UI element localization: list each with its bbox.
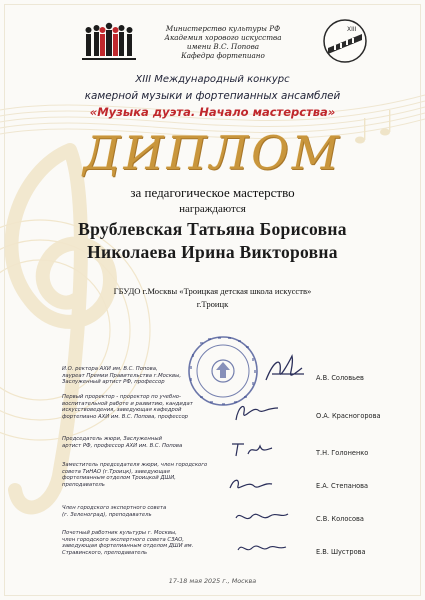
academy-named-line: имени В.С. Попова — [186, 42, 260, 51]
school-name: ГБУДО г.Москвы «Троицкая детская школа искусств» — [113, 286, 312, 296]
logo-roman-numeral: XIII — [347, 26, 357, 33]
recipient-name-1: Врублевская Татьяна Борисовна — [78, 219, 347, 239]
signature-1-icon — [262, 350, 307, 390]
competition-line-1: XIII Международный конкурс — [135, 74, 290, 85]
signatory-1-role: И.О. ректора АХИ им. В.С. Попова, лауреат Премии Правительства г.Москвы, Заслуженный артист РФ, профессор — [62, 366, 182, 386]
signature-2-icon — [232, 398, 282, 428]
signatory-3-role: Председатель жюри, Заслуженный артист РФ, профессор АХИ им. В.С. Попова — [62, 436, 183, 449]
academy-logo-icon — [80, 20, 138, 66]
recipient-name-2: Николаева Ирина Викторовна — [87, 242, 338, 262]
signature-3-icon — [228, 436, 278, 462]
signatory-3-name: Т.Н. Голоненко — [316, 449, 369, 457]
competition-logo-icon — [322, 18, 368, 64]
school-city: г.Троицк — [196, 299, 229, 309]
date-place: 17-18 мая 2025 г., Москва — [168, 577, 257, 585]
academy-line: Академия хорового искусства — [164, 33, 282, 42]
award-reason: за педагогическое мастерство — [130, 185, 295, 200]
signature-4-icon — [226, 474, 276, 496]
signatory-4-name: Е.А. Степанова — [316, 482, 369, 490]
signature-6-icon — [234, 538, 290, 558]
signatory-5-role: Член городского экспертного совета (г. Зеленоград), преподаватель — [62, 505, 167, 518]
competition-line-2: камерной музыки и фортепианных ансамблей — [84, 90, 341, 102]
signatory-1-name: А.В. Соловьев — [316, 374, 364, 382]
competition-name: «Музыка дуэта. Начало мастерства» — [89, 105, 336, 119]
signature-5-icon — [232, 506, 292, 528]
ministry-line: Министерство культуры РФ — [165, 24, 281, 33]
signatory-5-name: С.В. Колосова — [316, 515, 364, 523]
department-line: Кафедра фортепиано — [181, 51, 265, 60]
signatory-6-role: Почетный работник культуры г. Москвы, член городского экспертного совета СЗАО, заведующая фортепианным отделом ДШИ им. Стравинского, преподаватель — [62, 530, 194, 556]
signatory-6-name: Е.В. Шустрова — [316, 548, 366, 556]
signatory-2-name: О.А. Красногорова — [316, 412, 381, 420]
diploma-title-wrap — [0, 128, 425, 178]
awarded-label: награждаются — [179, 203, 246, 215]
signatory-4-role: Заместитель председателя жюри, член городского совета ТиНАО (г.Троицк), заведующая фортепианным отделом Троицкой ДШИ, преподаватель — [62, 462, 208, 488]
diploma-title: ДИПЛОМ — [83, 126, 342, 180]
signatory-2-role: Первый проректор - проректор по учебно- воспитательной работе и развитию, кандидат искусствоведения, заведующая кафедрой фортепиано АХИ им. В.С. Попова, профессор — [62, 394, 193, 420]
